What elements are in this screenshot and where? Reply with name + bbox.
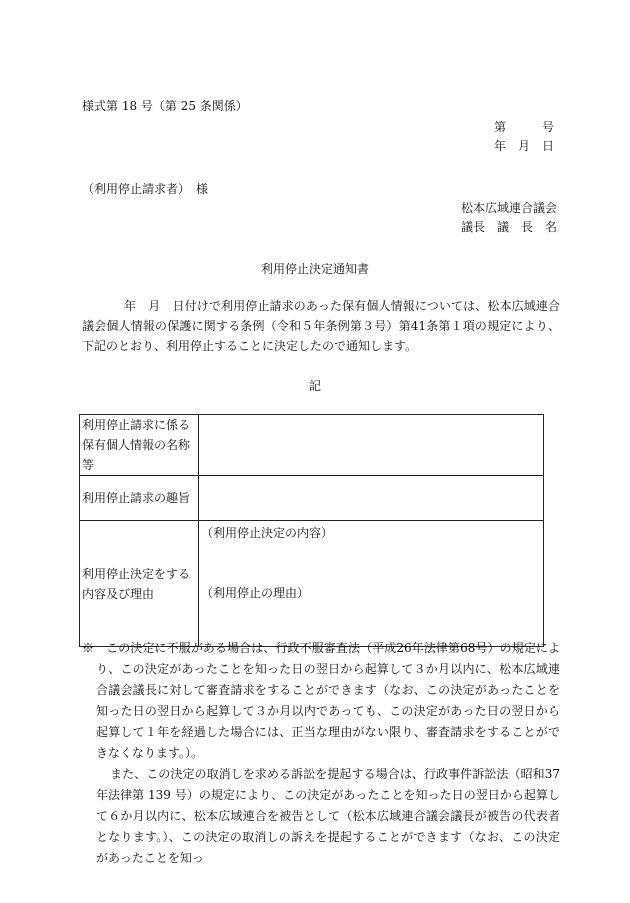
recipient: （利用停止請求者） 様: [82, 182, 209, 196]
decision-reason-label: （利用停止の理由）: [201, 586, 310, 600]
body-text: 年 月 日付けで利用停止請求のあった保有個人情報については、松本広域連合議会個人情報の保護に関する条例（令和５年条例第３号）第41条第１項の規定により、下記のとおり、利用停止することに決定したので通知します。: [82, 299, 560, 353]
document-number: 第 号: [494, 120, 555, 134]
document-title: 利用停止決定通知書: [260, 262, 369, 276]
row-label-purpose: 利用停止請求の趣旨: [80, 476, 199, 521]
appeal-note-review: ※ この決定に不服がある場合は、行政不服審査法（平成26年法律第68号）の規定により、この決定があったことを知った日の翌日から起算して３か月以内に、松本広域連合議会議長に対して審査請求をすることができます（なお、この決定があったことを知った日の翌日から起算して３か月以内であっても、この決定があった日の翌日から起算して１年を経過した場合には、正当な理由がない限り、審査請求をすることができなくなります。）。: [82, 641, 560, 760]
row-value-target-info: [199, 415, 544, 476]
row-value-decision: [199, 521, 544, 647]
info-table: [79, 414, 544, 647]
table-row: [80, 415, 544, 476]
row-label-target-info: 利用停止請求に係る保有個人情報の名称等: [80, 415, 199, 476]
ki-heading: 記: [308, 379, 321, 393]
row-label-decision: 利用停止決定をする内容及び理由: [80, 521, 199, 647]
table-row: [80, 476, 544, 521]
table-row: [80, 521, 544, 647]
sender-name: 議長 議 長 名: [461, 220, 558, 234]
appeal-note: [82, 638, 560, 869]
decision-content-label: （利用停止決定の内容）: [201, 526, 334, 540]
row-value-purpose: [199, 476, 544, 521]
document-date: 年 月 日: [494, 139, 555, 153]
appeal-note-lawsuit: また、この決定の取消しを求める訴訟を提起する場合は、行政事件訴訟法（昭和37年法律第 139 号）の規定により、この決定があったことを知った日の翌日から起算して６か月以内に、松本広域連合を被告として（松本広域連合議会議長が被告の代表者となります。）、この決定の取消しの訴えを提起することができます（なお、この決定があったことを知っ: [96, 767, 560, 865]
form-label: 様式第 18 号（第 25 条関係）: [82, 99, 248, 113]
sender-organization: 松本広域連合議会: [461, 201, 558, 215]
